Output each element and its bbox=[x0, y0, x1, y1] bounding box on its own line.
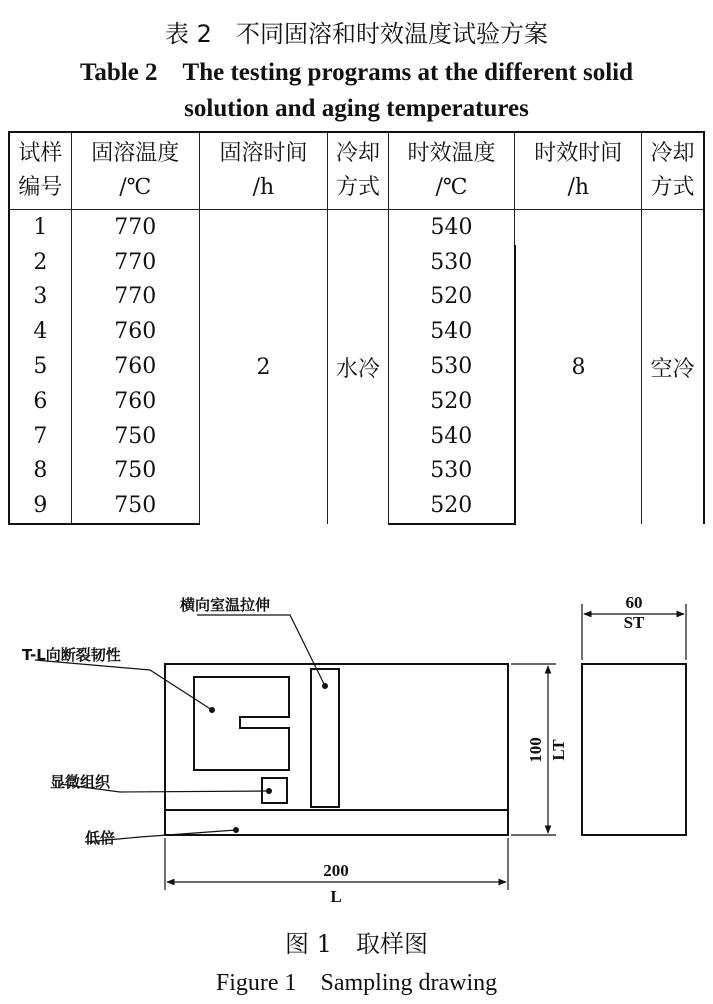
cell-solution-temp: 770 bbox=[71, 280, 199, 315]
label-fracture-toughness: T-L向断裂韧性 bbox=[22, 646, 121, 664]
cell-solution-temp: 750 bbox=[71, 419, 199, 454]
header-aging-time: 时效时间 /h bbox=[515, 132, 642, 210]
cell-aging-temp: 520 bbox=[388, 488, 515, 524]
cell-aging-temp: 520 bbox=[388, 280, 515, 315]
cell-aging-time: 8 bbox=[515, 210, 642, 525]
testing-programs-table bbox=[8, 131, 705, 525]
cell-solution-temp: 760 bbox=[71, 349, 199, 384]
figure-caption-en: Figure 1 Sampling drawing bbox=[215, 970, 498, 996]
table-row bbox=[9, 210, 704, 245]
tensile-specimen bbox=[311, 669, 339, 807]
cell-specimen-no: 7 bbox=[9, 419, 71, 454]
cell-aging-temp: 530 bbox=[388, 454, 515, 489]
cell-aging-temp: 530 bbox=[388, 349, 515, 384]
plate-side-view bbox=[582, 664, 686, 835]
sampling-drawing bbox=[0, 560, 713, 910]
header-cooling-method-1: 冷却 方式 bbox=[328, 132, 388, 210]
cell-solution-temp: 760 bbox=[71, 384, 199, 419]
label-microstructure: 显微组织 bbox=[50, 773, 111, 791]
header-solution-time: 固溶时间 /h bbox=[199, 132, 328, 210]
dim-height-value: 100 bbox=[526, 737, 545, 763]
cell-solution-temp: 750 bbox=[71, 454, 199, 489]
header-solution-temp: 固溶温度 /℃ bbox=[71, 132, 199, 210]
dim-thickness-value: 60 bbox=[625, 593, 643, 612]
table-caption-cn: 表 2 不同固溶和时效温度试验方案 bbox=[165, 20, 548, 48]
cell-specimen-no: 4 bbox=[9, 314, 71, 349]
cell-aging-temp: 540 bbox=[388, 419, 515, 454]
cell-specimen-no: 9 bbox=[9, 488, 71, 524]
cell-solution-temp: 760 bbox=[71, 314, 199, 349]
cell-cooling-method-1: 水冷 bbox=[328, 210, 388, 525]
dim-height-label: LT bbox=[549, 739, 568, 761]
table-caption-en-line1: Table 2 The testing programs at the different solid bbox=[79, 59, 633, 86]
dim-length-label: L bbox=[330, 887, 342, 906]
cell-aging-temp: 540 bbox=[388, 210, 515, 245]
header-cooling-method-2: 冷却 方式 bbox=[642, 132, 704, 210]
table-caption-en-line2: solution and aging temperatures bbox=[184, 95, 529, 122]
cell-specimen-no: 6 bbox=[9, 384, 71, 419]
cell-solution-time: 2 bbox=[199, 210, 328, 525]
cell-aging-temp: 540 bbox=[388, 314, 515, 349]
cell-solution-temp: 770 bbox=[71, 245, 199, 280]
cell-solution-temp: 750 bbox=[71, 488, 199, 524]
figure-caption-cn: 图 1 取样图 bbox=[285, 930, 428, 958]
cell-specimen-no: 1 bbox=[9, 210, 71, 245]
fracture-toughness-specimen bbox=[194, 677, 289, 770]
table-header-row bbox=[9, 132, 704, 210]
cell-aging-temp: 520 bbox=[388, 384, 515, 419]
cell-specimen-no: 8 bbox=[9, 454, 71, 489]
cell-aging-temp: 530 bbox=[388, 245, 515, 280]
dim-length-value: 200 bbox=[323, 861, 349, 880]
label-low-magnification: 低倍 bbox=[85, 829, 116, 847]
header-aging-temp: 时效温度 /℃ bbox=[388, 132, 515, 210]
cell-cooling-method-2: 空冷 bbox=[642, 210, 704, 525]
label-transverse-tensile: 横向室温拉伸 bbox=[180, 596, 271, 614]
cell-specimen-no: 5 bbox=[9, 349, 71, 384]
cell-solution-temp: 770 bbox=[71, 210, 199, 245]
cell-specimen-no: 2 bbox=[9, 245, 71, 280]
header-specimen-no: 试样 编号 bbox=[9, 132, 71, 210]
cell-specimen-no: 3 bbox=[9, 280, 71, 315]
dim-thickness-label: ST bbox=[623, 613, 645, 632]
dimension-lines bbox=[165, 604, 686, 890]
